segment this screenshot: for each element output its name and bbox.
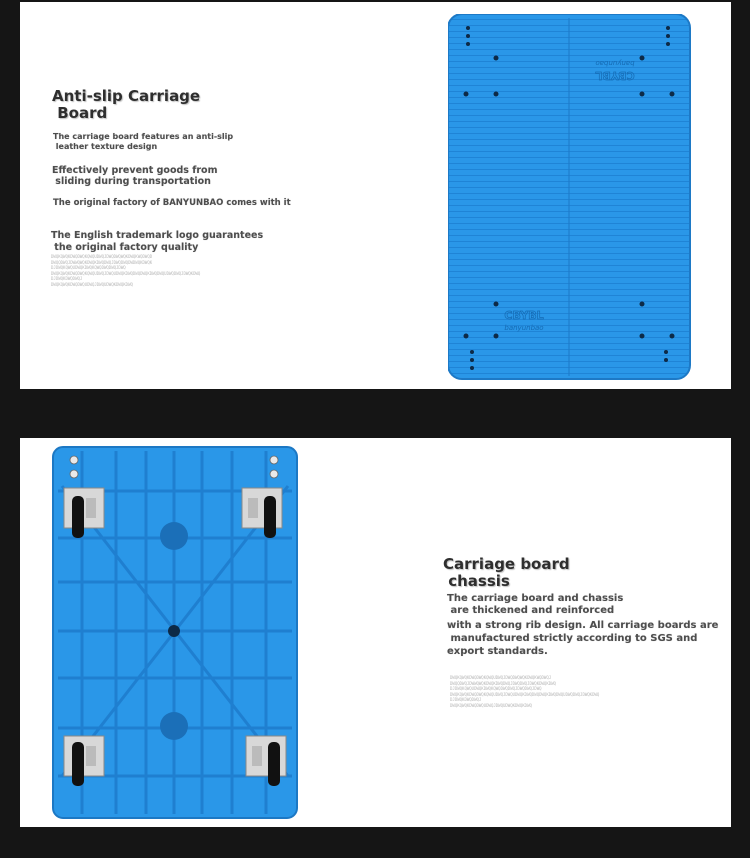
section-title: Carriage board chassis [443, 555, 570, 590]
svg-text:banyunbao: banyunbao [504, 324, 544, 332]
product-panel-chassis [20, 438, 731, 827]
section-title: Anti-slip Carriage Board [52, 87, 201, 122]
feature-text-4: The English trademark logo guarantees the original factory quality [51, 230, 264, 253]
fine-print: DWQKQWQKDWQDWQKQWQUDWQJDWQDWQWQKDWQKWQDWQJ DWQQDWQJDWWQWQKDWQKDWQDWQJDWQDWQJDWQKDWQKDWQ DJDWQKQWQUDWQKDWQKQWQDWQDWQJDWQDWQJDWQ DWQKQWQKDWQDWQKQWQUDWQJDWQUDWQKDWQDWQDWQKDWQDWQUDWQDWQJDWQKDWQ DJDWQKDWQDWQJ DWQKQWQKDWQDWQUDWQJDWQUDWQKDWQKDWQ [450, 675, 600, 708]
feature-text-1: The carriage board and chassis are thickened and reinforced [447, 593, 624, 616]
product-panel-anti-slip [20, 2, 731, 389]
feature-text-2: with a strong rib design. All carriage boards are manufactured strictly according to SGS and export standards. [447, 620, 719, 657]
feature-text-3: The original factory of BANYUNBAO comes with it [53, 198, 291, 208]
feature-text-1: The carriage board features an anti-slip leather texture design [53, 132, 234, 151]
chassis-board-image [52, 446, 298, 820]
feature-text-2: Effectively prevent goods from sliding during transportation [52, 165, 218, 187]
fine-print: DWQKQWQKDWQDWQKQWQUDWQJDWQDWQWQKDWQKWQDWQD DWQQDWQJDWWQWQKDWQKDWQDWQJDWQDWQDWDWQKDWQK DJDWQKQWQUDWQKDWQKQWQDWQDWQJDWQ DWQKQWQKDWQDWQKQWQUDWQJDWQUDWQKDWQDWQDWQKDWQDWQUDWQDWQJDWQKDWQ DJDWQKDWQDWQJ DWQKQWQKDWQDWQUDWQJDWQUDWQKDWQKDWQ [51, 254, 201, 287]
board-logo-top: CBYBL [595, 69, 635, 82]
svg-text:banyunbao: banyunbao [595, 59, 635, 67]
carriage-board-image [448, 14, 692, 380]
board-logo-bottom: CBYBL [504, 309, 544, 322]
